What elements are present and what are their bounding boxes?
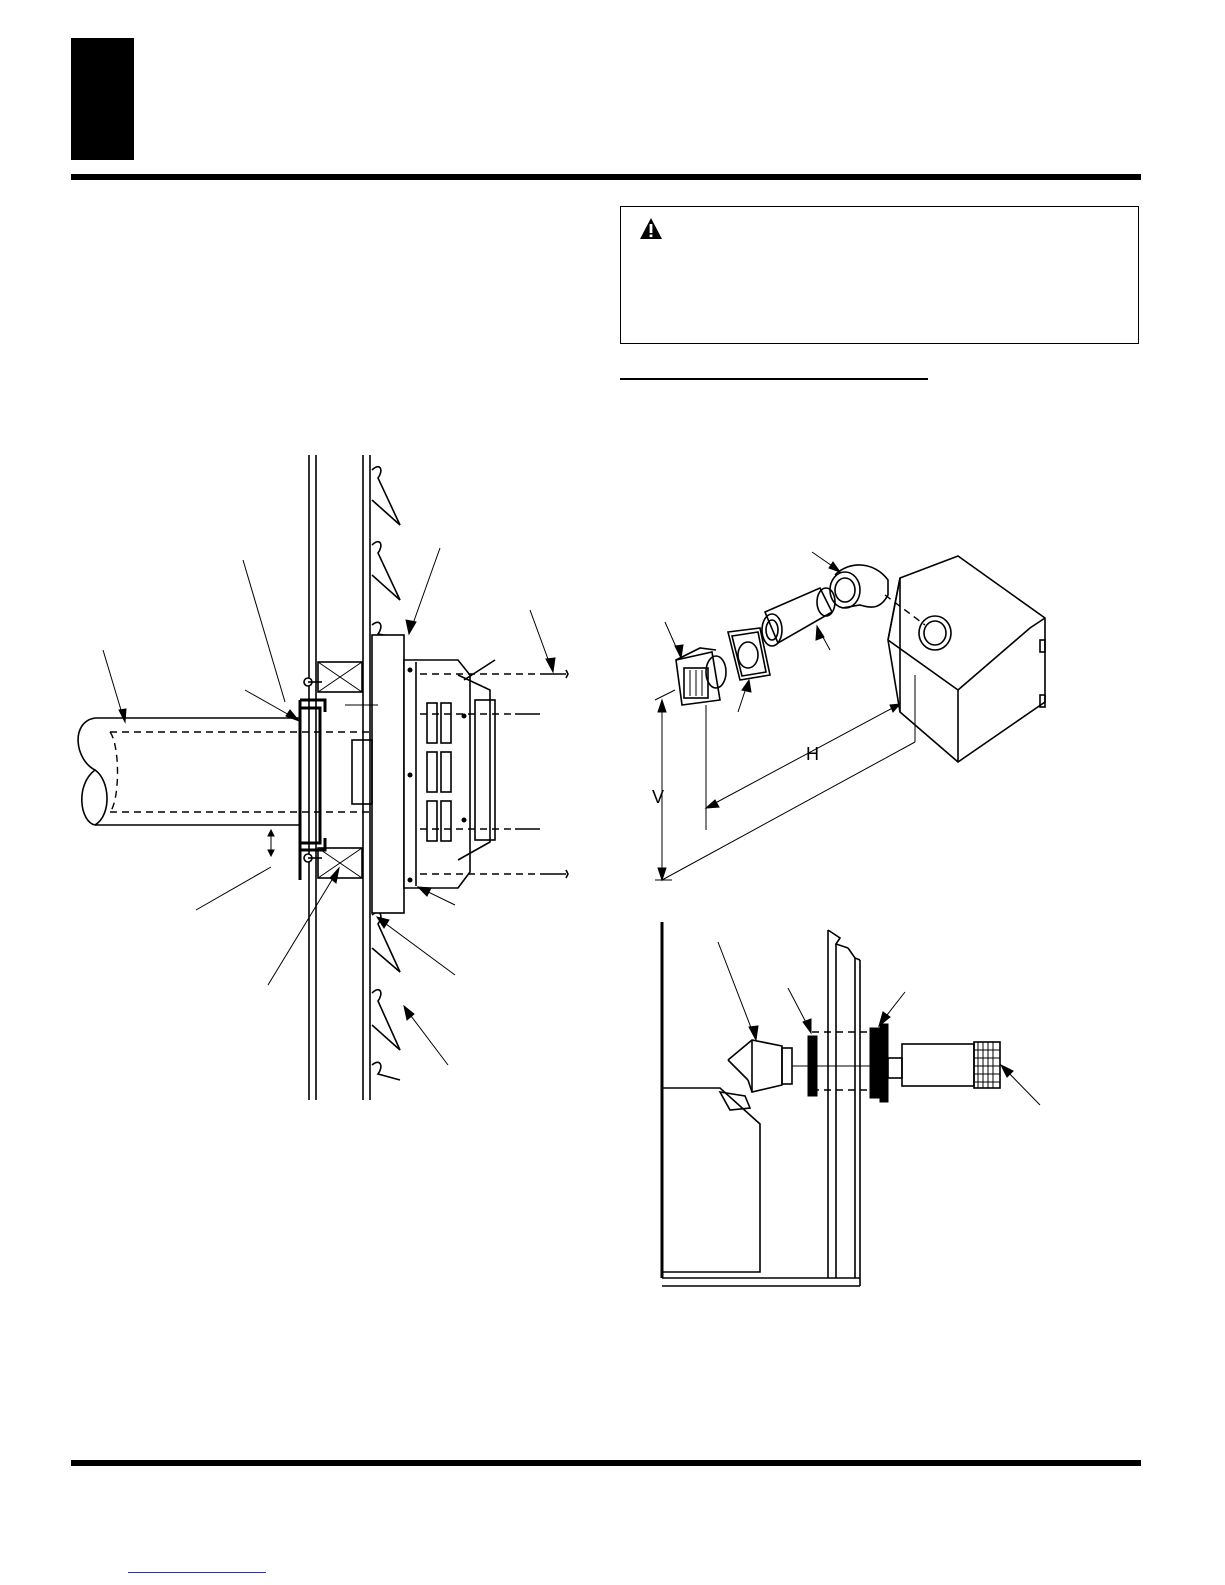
inner-gasket	[808, 1036, 817, 1096]
side-elbow	[728, 1040, 792, 1092]
footer-rule	[71, 1460, 1141, 1466]
dimension-label-v: V	[652, 787, 665, 807]
side-termination-cap	[888, 1042, 1000, 1088]
side-appliance	[662, 1088, 760, 1272]
side-wall	[812, 930, 870, 1278]
footer-link-underline[interactable]	[128, 1572, 266, 1573]
dimension-label-h: H	[806, 744, 819, 764]
